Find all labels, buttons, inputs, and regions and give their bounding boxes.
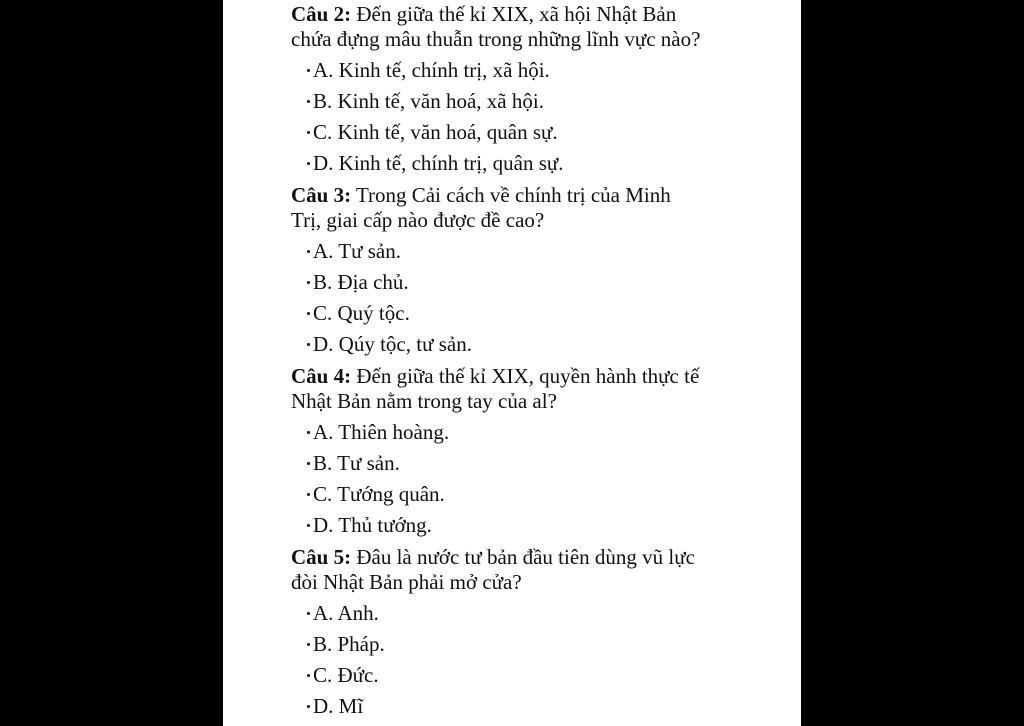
option-text: A. Kinh tế, chính trị, xã hội. (313, 58, 550, 82)
question-text-line-1: Đến giữa thế kỉ XIX, quyền hành thực tế (356, 364, 700, 388)
option-c[interactable] (291, 479, 699, 510)
option-c[interactable] (291, 298, 671, 329)
question-5 (291, 545, 695, 722)
option-d[interactable] (291, 329, 671, 360)
option-text: C. Kinh tế, văn hoá, quân sự. (313, 120, 558, 144)
option-text: C. Quý tộc. (313, 301, 410, 325)
option-c[interactable] (291, 117, 700, 148)
bullet-dot-icon (307, 674, 310, 677)
option-c[interactable] (291, 660, 695, 691)
question-line-1 (291, 183, 671, 208)
bullet-dot-icon (307, 524, 310, 527)
question-line-1 (291, 545, 695, 570)
option-text: D. Mĩ (313, 694, 364, 718)
question-text (291, 183, 671, 236)
option-text: D. Qúy tộc, tư sản. (313, 332, 472, 356)
option-a[interactable] (291, 417, 699, 448)
question-label: Câu 5: (291, 545, 352, 569)
question-2 (291, 2, 700, 179)
option-text: B. Pháp. (313, 632, 385, 656)
question-text-line-1: Đến giữa thế kỉ XIX, xã hội Nhật Bản (356, 2, 677, 26)
option-text: B. Tư sản. (313, 451, 400, 475)
question-line-1 (291, 2, 700, 27)
question-text (291, 2, 700, 55)
option-b[interactable] (291, 629, 695, 660)
question-text (291, 545, 695, 598)
option-list (291, 236, 671, 360)
option-list (291, 417, 699, 541)
option-d[interactable] (291, 510, 699, 541)
question-text-line-1: Đâu là nước tư bản đầu tiên dùng vũ lực (356, 545, 695, 569)
bullet-dot-icon (307, 162, 310, 165)
question-line-2: Nhật Bản nằm trong tay của al? (291, 389, 557, 413)
option-text: D. Kinh tế, chính trị, quân sự. (313, 151, 564, 175)
option-a[interactable] (291, 598, 695, 629)
option-text: C. Tướng quân. (313, 482, 445, 506)
option-b[interactable] (291, 448, 699, 479)
option-text: B. Địa chủ. (313, 270, 409, 294)
bullet-dot-icon (307, 281, 310, 284)
bullet-dot-icon (307, 250, 310, 253)
question-label: Câu 2: (291, 2, 352, 26)
question-line-2: Trị, giai cấp nào được đề cao? (291, 208, 545, 232)
document-page (223, 0, 801, 726)
option-text: C. Đức. (313, 663, 379, 687)
bullet-dot-icon (307, 343, 310, 346)
question-3 (291, 183, 671, 360)
option-text: A. Thiên hoàng. (313, 420, 450, 444)
bullet-dot-icon (307, 643, 310, 646)
question-line-1 (291, 364, 699, 389)
bullet-dot-icon (307, 462, 310, 465)
option-a[interactable] (291, 236, 671, 267)
option-b[interactable] (291, 86, 700, 117)
bullet-dot-icon (307, 100, 310, 103)
question-text-line-1: Trong Cải cách về chính trị của Minh (355, 183, 671, 207)
bullet-dot-icon (307, 312, 310, 315)
question-line-2: đòi Nhật Bản phải mở cửa? (291, 570, 522, 594)
option-text: A. Tư sản. (313, 239, 401, 263)
option-text: D. Thủ tướng. (313, 513, 432, 537)
question-label: Câu 4: (291, 364, 352, 388)
option-d[interactable] (291, 691, 695, 722)
option-list (291, 598, 695, 722)
bullet-dot-icon (307, 493, 310, 496)
question-line-2: chứa đựng mâu thuẫn trong những lĩnh vực nào? (291, 27, 701, 51)
option-b[interactable] (291, 267, 671, 298)
option-text: A. Anh. (313, 601, 379, 625)
option-a[interactable] (291, 55, 700, 86)
bullet-dot-icon (307, 69, 310, 72)
question-label: Câu 3: (291, 183, 352, 207)
option-text: B. Kinh tế, văn hoá, xã hội. (313, 89, 544, 113)
question-4 (291, 364, 699, 541)
option-d[interactable] (291, 148, 700, 179)
bullet-dot-icon (307, 131, 310, 134)
bullet-dot-icon (307, 705, 310, 708)
question-text (291, 364, 699, 417)
option-list (291, 55, 700, 179)
bullet-dot-icon (307, 612, 310, 615)
bullet-dot-icon (307, 431, 310, 434)
